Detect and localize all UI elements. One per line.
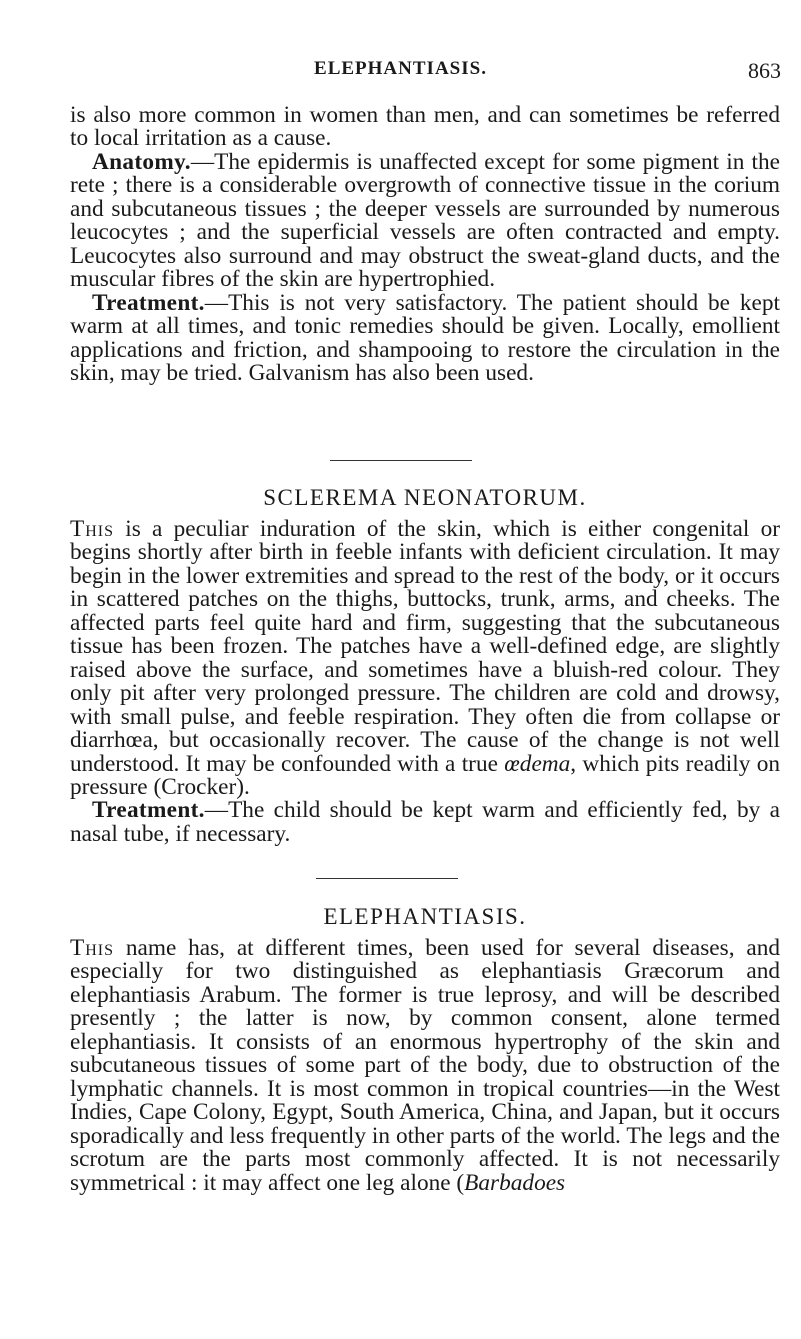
anatomy-heading: Anatomy. [92, 148, 191, 175]
elephantiasis-italic-tail: Barbadoes [464, 1169, 566, 1196]
sclerema-treatment-heading: Treatment. [92, 797, 205, 824]
anatomy-text: —The epidermis is unaffected except for some pigment in the rete ; there is a considerable overgrowth of connective tissue in the corium and subcutaneous tissues ; the deeper vessels are surrounded by numerous leucocytes ; and the superficial vessels are often contracted and empty. Leucocytes also surround and may obstruct the sweat-gland ducts, and the muscular fibres of the skin are hypertrophied. [70, 148, 780, 293]
elephantiasis-title: ELEPHANTIASIS. [323, 904, 527, 929]
page-number: 863 [748, 58, 781, 83]
elephantiasis-paragraph [70, 937, 780, 1195]
sclerema-text-block [70, 518, 780, 846]
elephantiasis-text-block [70, 937, 780, 1195]
treatment-paragraph [70, 289, 780, 386]
sclerema-text-a: is a peculiar induration of the skin, which is either congenital or begins shortly after birth in feeble infants with deficient circulation. It may begin in the lower extremities and spread to the rest of the body, or it occurs in scattered patches on the thighs, buttocks, trunk, arms, and cheeks. The affected parts feel quite hard and firm, suggesting that the subcutaneous tissue has been frozen. The patches have a well-defined edge, are slightly raised above the surface, and sometimes have a bluish-red colour. They only pit after very prolonged pressure. The children are cold and drowsy, with small pulse, and feeble respiration. They often die from collapse or diarrhœa, but occasionally recover. The cause of the change is not well understood. It may be confounded with a true [70, 516, 780, 777]
sclerema-title: SCLEREMA NEONATORUM. [263, 485, 587, 510]
anatomy-paragraph [70, 148, 780, 293]
sclerema-text-b: , which pits readily on pressure (Crocker). [70, 750, 780, 800]
running-title: ELEPHANTIASIS. [314, 58, 487, 79]
sclerema-treatment-paragraph [70, 799, 780, 846]
elephantiasis-lead-word: This [70, 935, 115, 961]
sclerema-italic-word: œdema [504, 750, 571, 777]
sclerema-paragraph [70, 518, 780, 799]
intro-text: is also more common in women than men, and can sometimes be referred to local irritation as a cause. [70, 102, 780, 152]
upper-text-block [70, 104, 780, 385]
sclerema-lead-word: This [70, 516, 115, 542]
section-divider-1 [330, 460, 472, 461]
treatment-text: —This is not very satisfactory. The patient should be kept warm at all times, and tonic remedies should be given. Locally, emollient applications and friction, and shampooing to restore the circulation in the skin, may be tried. Galvanism has also been used. [70, 289, 780, 386]
elephantiasis-text-a: name has, at different times, been used for several diseases, and especially for two distinguished as elephantiasis Græcorum and elephantiasis Arabum. The former is true leprosy, and will be described presently ; the latter is now, by common consent, alone termed elephantiasis. It consists of an enormous hypertrophy of the skin and subcutaneous tissues of some part of the body, due to obstruction of the lymphatic channels. It is most common in tropical countries—in the West Indies, Cape Colony, Egypt, South America, China, and Japan, but it occurs sporadically and less frequently in other parts of the world. The legs and the scrotum are the parts most commonly affected. It is not necessarily symmetrical : it may affect one leg alone ( [70, 935, 780, 1196]
running-head [0, 58, 801, 84]
treatment-heading: Treatment. [92, 289, 205, 316]
sclerema-treatment-text: —The child should be kept warm and efficiently fed, by a nasal tube, if necessary. [70, 797, 780, 847]
section-divider-2 [316, 878, 458, 879]
intro-paragraph [70, 104, 780, 151]
